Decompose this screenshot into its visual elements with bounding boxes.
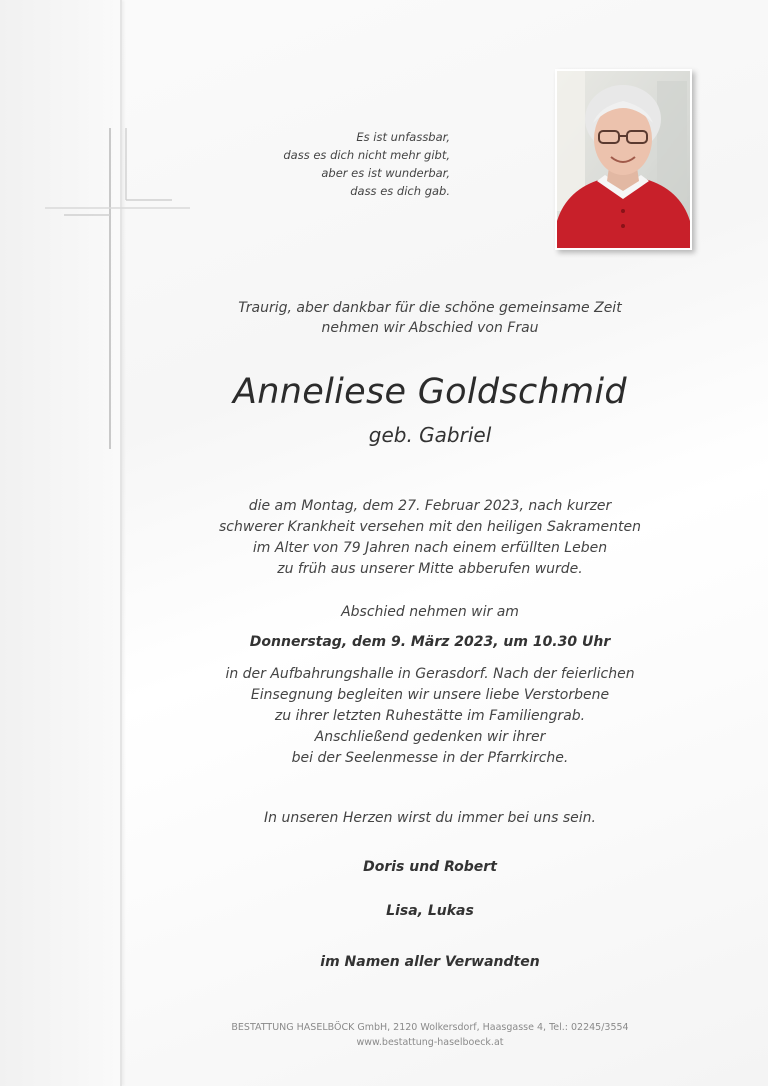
intro-line: nehmen wir Abschied von Frau <box>321 320 539 336</box>
ceremony-details <box>130 664 730 769</box>
details-line: im Alter von 79 Jahren nach einem erfüllten Leben <box>252 540 608 556</box>
footer-website: www.bestattung-haselboeck.at <box>356 1037 504 1048</box>
details-line: schwerer Krankheit versehen mit den heiligen Sakramenten <box>219 519 641 535</box>
verse-line: dass es dich gab. <box>350 184 450 198</box>
deceased-name: Anneliese Goldschmid <box>233 372 627 412</box>
mourner-name: Doris und Robert <box>363 859 497 875</box>
details-line: zu früh aus unserer Mitte abberufen wurde. <box>277 561 583 577</box>
intro-line: Traurig, aber dankbar für die schöne gemeinsame Zeit <box>238 300 622 316</box>
portrait-image <box>557 71 690 248</box>
portrait-photo <box>555 69 692 250</box>
funeral-home-footer <box>130 1020 730 1050</box>
footer-address: BESTATTUNG HASELBÖCK GmbH, 2120 Wolkersdorf, Haasgasse 4, Tel.: 02245/3554 <box>231 1022 629 1033</box>
ceremony-line: zu ihrer letzten Ruhestätte im Familiengrab. <box>274 708 586 724</box>
intro-text <box>130 298 730 338</box>
funeral-datetime: Donnerstag, dem 9. März 2023, um 10.30 Uhr <box>249 634 611 650</box>
farewell-announcement: Abschied nehmen wir am <box>341 604 519 620</box>
verse-line: dass es dich nicht mehr gibt, <box>283 148 450 162</box>
mourner-name: Lisa, Lukas <box>386 903 474 919</box>
verse-line: Es ist unfassbar, <box>356 130 450 144</box>
maiden-name: geb. Gabriel <box>368 423 492 447</box>
ceremony-line: in der Aufbahrungshalle in Gerasdorf. Nach der feierlichen <box>225 666 635 682</box>
ceremony-line: Anschließend gedenken wir ihrer <box>314 729 546 745</box>
ceremony-line: bei der Seelenmesse in der Pfarrkirche. <box>291 750 569 766</box>
details-line: die am Montag, dem 27. Februar 2023, nach kurzer <box>248 498 612 514</box>
mourner-relatives: im Namen aller Verwandten <box>320 954 540 970</box>
memorial-verse <box>270 128 450 200</box>
ceremony-line: Einsegnung begleiten wir unsere liebe Verstorbene <box>250 687 610 703</box>
verse-line: aber es ist wunderbar, <box>321 166 450 180</box>
memorial-motto: In unseren Herzen wirst du immer bei uns sein. <box>264 810 596 826</box>
death-details <box>130 496 730 580</box>
